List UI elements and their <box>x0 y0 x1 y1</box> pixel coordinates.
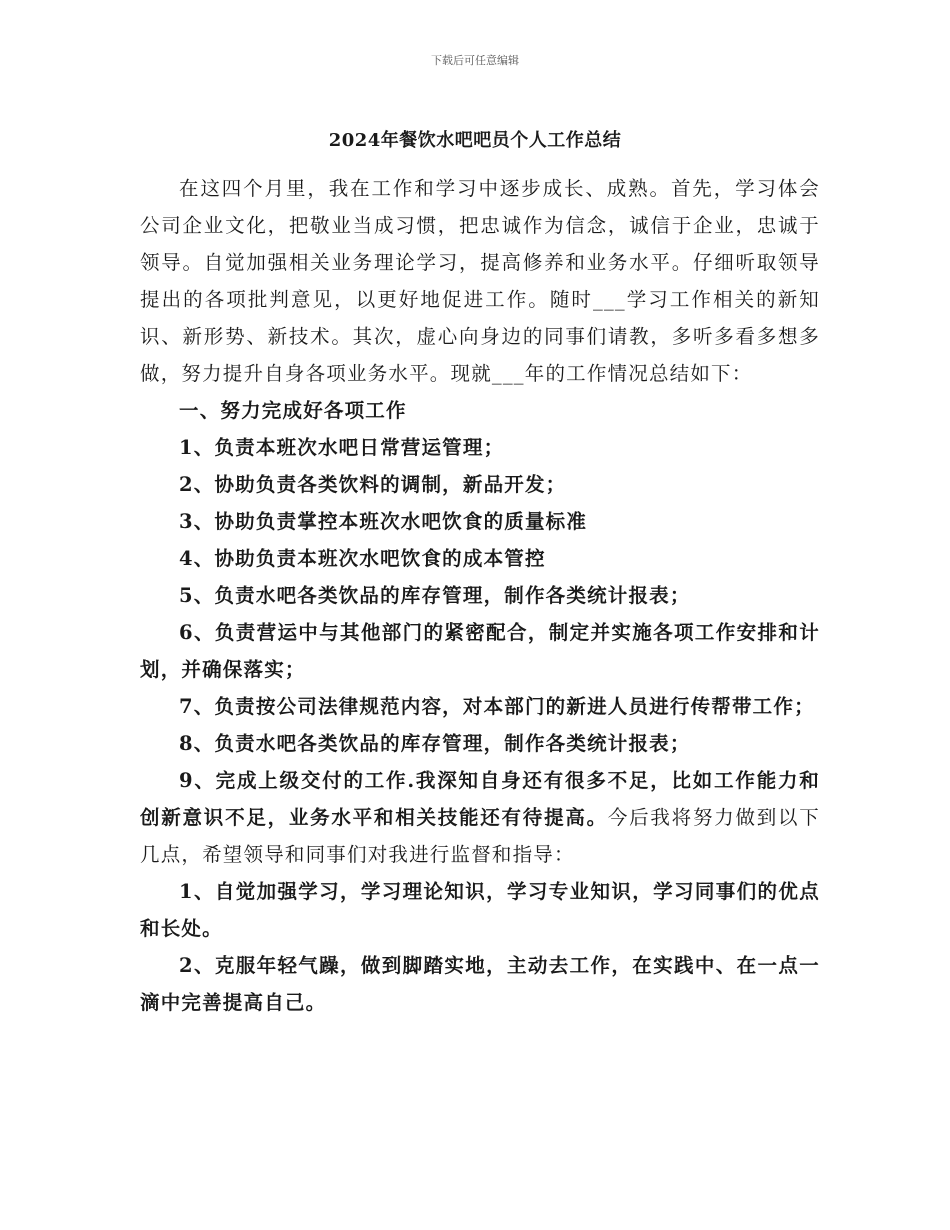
list-item-bold-part: 9、完成上级交付的工作.我深知自身还有很多不足，比如工作能力和创新意识不足，业务水平和相关技能还有待提高。 <box>140 769 820 829</box>
list-item: 2、协助负责各类饮料的调制，新品开发； <box>179 473 567 496</box>
document-title: 2024年餐饮水吧吧员个人工作总结 <box>328 130 622 151</box>
list-item: 4、协助负责本班次水吧饮食的成本管控 <box>179 547 546 570</box>
list-item: 5、负责水吧各类饮品的库存管理，制作各类统计报表； <box>179 584 691 607</box>
list-item: 1、负责本班次水吧日常营运管理； <box>179 436 505 459</box>
list-item-mixed <box>140 762 820 873</box>
list-item: 3、协助负责掌控本班次水吧饮食的质量标准 <box>179 510 588 533</box>
section-heading: 一、努力完成好各项工作 <box>179 399 407 422</box>
improvement-item: 2、克服年轻气躁，做到脚踏实地，主动去工作，在实践中、在一点一滴中完善提高自己。 <box>140 954 820 1014</box>
intro-paragraph: 在这四个月里，我在工作和学习中逐步成长、成熟。首先，学习体会公司企业文化，把敬业当成习惯，把忠诚作为信念，诚信于企业，忠诚于领导。自觉加强相关业务理论学习，提高修养和业务水平。仔细听取领导提出的各项批判意见，以更好地促进工作。随时___学习工作相关的新知识、新形势、新技术。其次，虚心向身边的同事们请教，多听多看多想多做，努力提升自身各项业务水平。现就___年的工作情况总结如下： <box>140 177 820 385</box>
page-header: 下载后可任意编辑 <box>431 54 519 67</box>
list-item: 7、负责按公司法律规范内容，对本部门的新进人员进行传帮带工作； <box>179 695 815 718</box>
list-item: 6、负责营运中与其他部门的紧密配合，制定并实施各项工作安排和计划，并确保落实； <box>140 621 820 681</box>
document-body <box>140 170 820 1021</box>
improvement-item: 1、自觉加强学习，学习理论知识，学习专业知识，学习同事们的优点和长处。 <box>140 880 820 940</box>
list-item-normal-part: 今后我将努力做到以下几点，希望领导和同事们对我进行监督和指导： <box>140 806 820 866</box>
list-item: 8、负责水吧各类饮品的库存管理，制作各类统计报表； <box>179 732 691 755</box>
